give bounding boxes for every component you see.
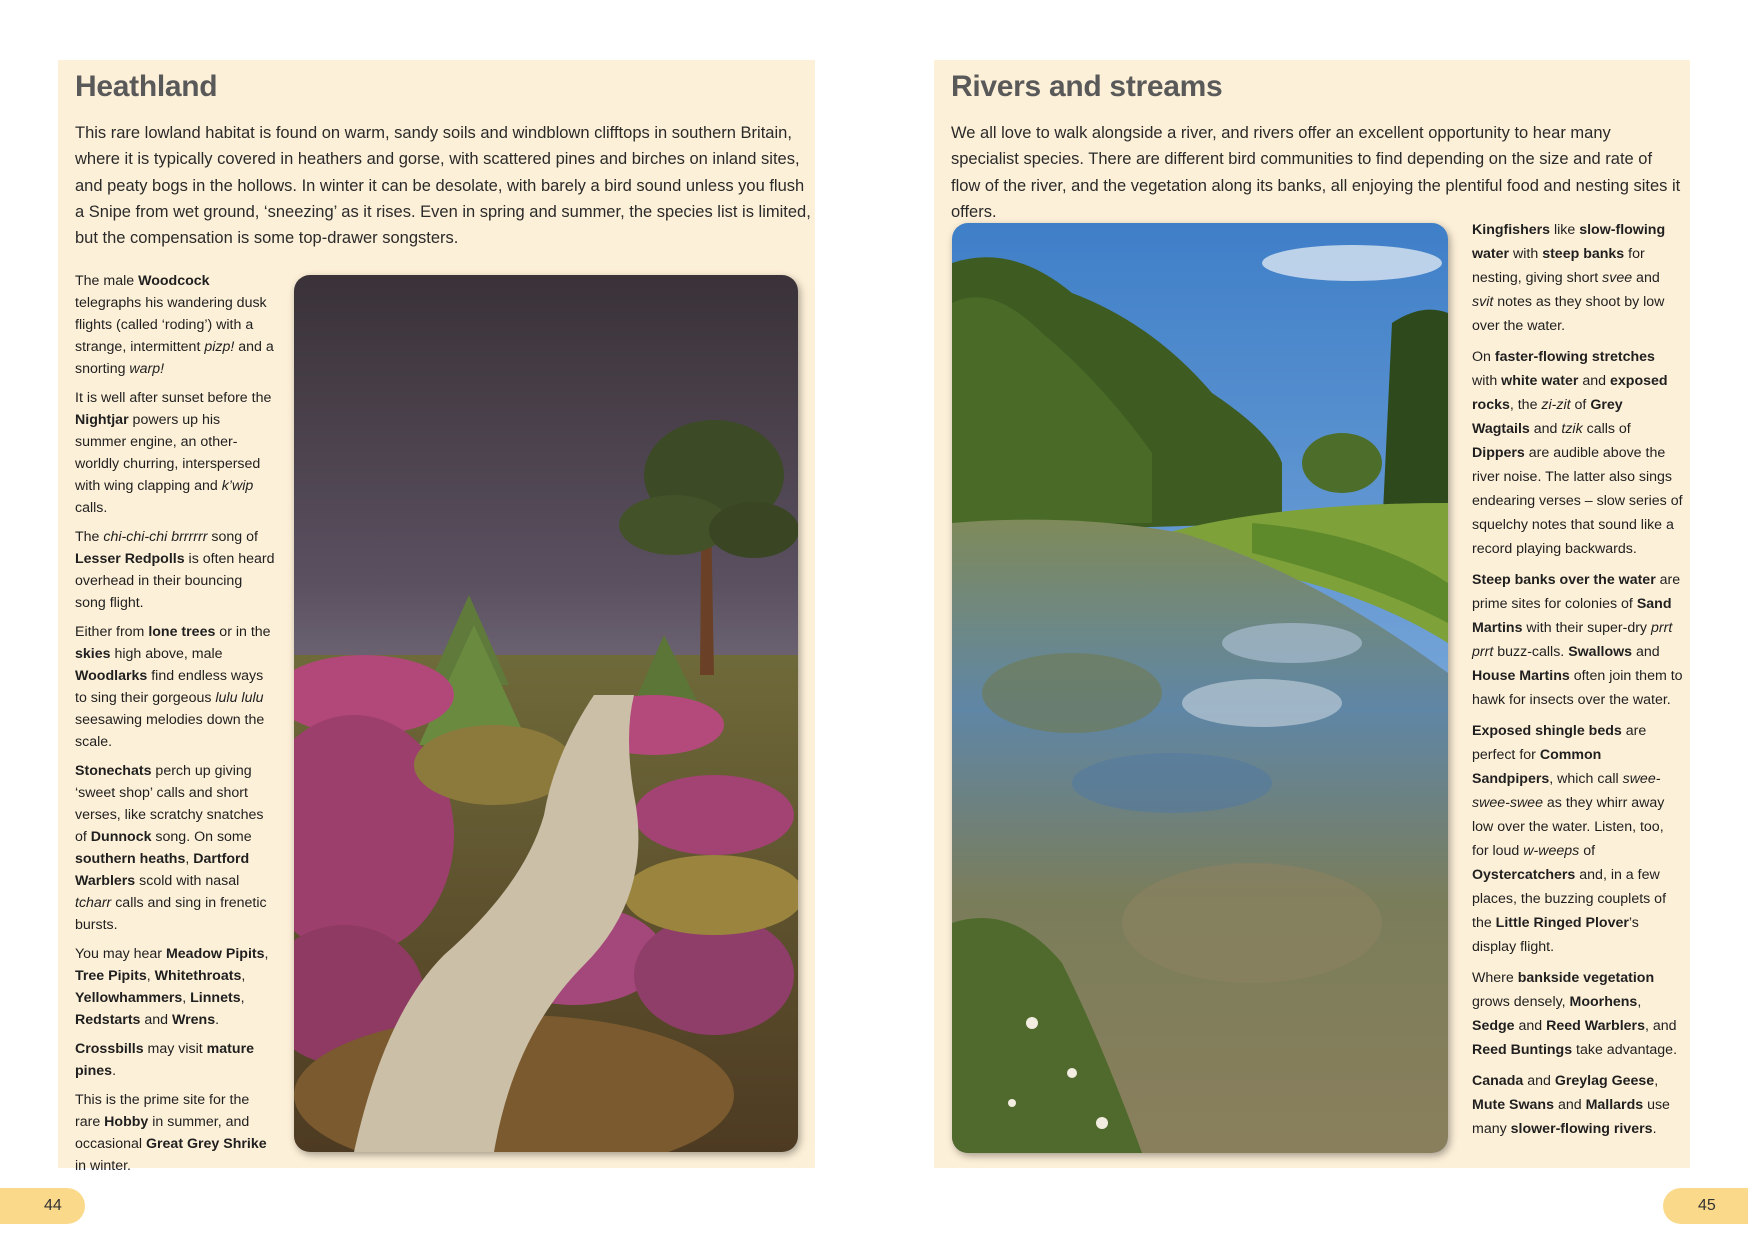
bird-note [75,760,275,936]
note-text: for nesting, giving short [1472,246,1645,286]
bird-notes-column [1472,218,1684,1148]
call-text: prrt prrt [1472,620,1673,660]
note-text: calls. [75,500,108,516]
call-text: svee [1602,270,1633,286]
call-text: warp! [129,361,165,377]
note-text: perch up giving ‘sweet shop’ calls and short verses, like scratchy snatches of [75,763,264,845]
species-name: Great Grey Shrike [145,1136,267,1152]
note-text: grows densely, [1472,994,1570,1010]
call-text: swee-swee-swee [1472,771,1661,811]
note-text: are audible above the river noise. The latter also sings endearing verses – slow series of squelchy notes that sound like a record playing backwards. [1472,445,1683,557]
species-name: House Martins [1472,668,1570,684]
bird-note [75,943,275,1031]
river-photo [952,223,1448,1153]
bird-note [1472,1069,1684,1141]
bird-note [75,1089,275,1177]
bird-note [75,387,275,519]
page-number-tab [1663,1188,1748,1224]
species-name: Swallows [1568,644,1633,660]
note-text: , [240,990,245,1006]
species-name: slower-flowing rivers [1510,1121,1653,1137]
species-name: Dartford Warblers [75,851,250,889]
note-text: and [140,1012,173,1028]
note-text: in winter. [75,1158,131,1174]
bird-note [75,1038,275,1082]
call-text: pizp! [204,339,235,355]
note-text: may visit [143,1041,207,1057]
species-name: Steep banks over the water [1472,572,1656,588]
note-text: This is the prime site for the rare [75,1092,250,1130]
page-number: 44 [44,1197,62,1214]
note-text: calls of [1582,421,1631,437]
note-text: ’s display flight. [1472,915,1639,955]
note-text: of [1579,843,1596,859]
species-name: Lesser Redpolls [75,551,185,567]
note-text: You may hear [75,946,166,962]
call-text: lulu lulu [215,690,264,706]
bird-note [75,526,275,614]
species-name: Mallards [1585,1097,1644,1113]
species-name: Dunnock [90,829,152,845]
note-text: with [1509,246,1543,262]
rivers-page [934,60,1690,1168]
species-name: Grey Wagtails [1472,397,1623,437]
note-text: song of [207,529,258,545]
call-text: svit [1472,294,1494,310]
note-text: high above, male [110,646,223,662]
call-text: w-weeps [1523,843,1580,859]
note-text: The [75,529,104,545]
note-text: , the [1509,397,1542,413]
species-name: Sedge [1472,1018,1515,1034]
note-text: telegraphs his wandering dusk flights (called ‘roding’) with a strange, intermittent [75,295,267,355]
species-name: Oystercatchers [1472,867,1576,883]
note-text: Where [1472,970,1518,986]
note-text: On [1472,349,1495,365]
species-name: Little Ringed Plover [1495,915,1629,931]
note-text: or in the [215,624,271,640]
species-name: Meadow Pipits [165,946,265,962]
species-name: Canada [1472,1073,1524,1089]
species-name: Mute Swans [1472,1097,1554,1113]
call-text: tcharr [75,895,112,911]
note-text: , which call [1549,771,1623,787]
species-name: Moorhens [1569,994,1638,1010]
note-text: in summer, and occasional [75,1114,250,1152]
bird-note [75,270,275,380]
species-name: white water [1501,373,1579,389]
note-text: and [1554,1097,1586,1113]
note-text: It is well after sunset before the [75,390,272,406]
species-name: Exposed shingle beds [1472,723,1622,739]
note-text: buzz-calls. [1493,644,1569,660]
bird-notes-column [75,270,275,1184]
species-name: Hobby [104,1114,149,1130]
page-number-tab [0,1188,85,1224]
note-text: like [1550,222,1580,238]
call-text: tzik [1561,421,1583,437]
note-text: , [241,968,246,984]
bird-note [1472,966,1684,1062]
note-text: as they whirr away low over the water. Listen, too, for loud [1472,795,1665,859]
species-name: steep banks [1542,246,1625,262]
note-text: , [146,968,155,984]
species-name: Tree Pipits [75,968,147,984]
bird-note [1472,218,1684,338]
note-text: , [185,851,194,867]
species-name: exposed rocks [1472,373,1668,413]
bird-note [75,621,275,753]
note-text: . [1652,1121,1657,1137]
note-text: , and [1644,1018,1677,1034]
note-text: calls and sing in frenetic bursts. [75,895,267,933]
species-name: Yellowhammers [75,990,183,1006]
species-name: Redstarts [75,1012,141,1028]
note-text: use many [1472,1097,1670,1137]
note-text: and a snorting [75,339,274,377]
note-text: are prime sites for colonies of [1472,572,1681,612]
note-text: find endless ways to sing their gorgeous [75,668,264,706]
note-text: , [1654,1073,1659,1089]
note-text: , [1637,994,1642,1010]
note-text: , [264,946,269,962]
note-text: take advantage. [1572,1042,1678,1058]
species-name: Dippers [1472,445,1525,461]
species-name: Reed Buntings [1472,1042,1573,1058]
bird-note [1472,345,1684,561]
note-text: seesawing melodies down the scale. [75,712,265,750]
note-text: . [215,1012,220,1028]
species-name: Woodlarks [75,668,148,684]
note-text: powers up his summer engine, an other-worldly churring, interspersed with wing clapping and [75,412,261,494]
intro-paragraph: We all love to walk alongside a river, and rivers offer an excellent opportunity to hear many specialist species. There are different bird communities to find depending on the size and rate of flow of the river, and the vegetation along its banks, all enjoying the plentiful food and nesting sites it offers. [951,124,1681,221]
species-name: Common Sandpipers [1472,747,1602,787]
page-title: Heathland [75,70,218,103]
species-name: mature pines [75,1041,254,1079]
intro-paragraph: This rare lowland habitat is found on warm, sandy soils and windblown clifftops in southern Britain, where it is typically covered in heathers and gorse, with scattered pines and birches on inland sites, and peaty bogs in the hollows. In winter it can be desolate, with barely a bird sound unless you flush a Snipe from wet ground, ‘sneezing’ as it rises. Even in spring and summer, the species list is limited, but the compensation is some top-drawer songsters. [75,124,811,248]
note-text: and, in a few places, the buzzing couplets of the [1472,867,1667,931]
species-name: Nightjar [75,412,129,428]
note-text: and [1632,270,1660,286]
note-text: is often heard overhead in their bouncing song flight. [75,551,275,611]
species-name: Greylag Geese [1554,1073,1655,1089]
note-text: are perfect for [1472,723,1647,763]
note-text: The male [75,273,139,289]
bird-note [1472,719,1684,959]
note-text: Either from [75,624,149,640]
species-name: Linnets [190,990,241,1006]
heathland-photo [294,275,798,1152]
note-text: of [1570,397,1591,413]
page-number: 45 [1698,1197,1716,1214]
note-text: and [1523,1073,1555,1089]
note-text: song. On some [151,829,252,845]
note-text: and [1529,421,1562,437]
bird-note [1472,568,1684,712]
note-text: and [1632,644,1660,660]
species-name: Woodcock [138,273,210,289]
species-name: southern heaths [75,851,186,867]
note-text: . [112,1063,117,1079]
species-name: Stonechats [75,763,152,779]
note-text: and [1578,373,1610,389]
note-text: with their super-dry [1522,620,1651,636]
note-text: , [182,990,191,1006]
species-name: Sand Martins [1472,596,1672,636]
note-text: often join them to hawk for insects over the water. [1472,668,1683,708]
species-name: Whitethroats [154,968,242,984]
species-name: faster-flowing stretches [1494,349,1655,365]
species-name: Wrens [172,1012,216,1028]
species-name: bankside vegetation [1517,970,1655,986]
species-name: skies [75,646,111,662]
note-text: with [1472,373,1502,389]
species-name: Reed Warblers [1546,1018,1645,1034]
species-name: lone trees [148,624,216,640]
note-text: and [1514,1018,1547,1034]
heathland-page [58,60,815,1174]
call-text: zi-zit [1541,397,1571,413]
species-name: Kingfishers [1472,222,1551,238]
call-text: k’wip [221,478,254,494]
species-name: Crossbills [75,1041,144,1057]
page-title: Rivers and streams [951,70,1223,103]
note-text: scold with nasal [135,873,240,889]
note-text: notes as they shoot by low over the water. [1472,294,1665,334]
species-name: slow-flowing water [1472,222,1666,262]
call-text: chi-chi-chi brrrrrr [103,529,208,545]
